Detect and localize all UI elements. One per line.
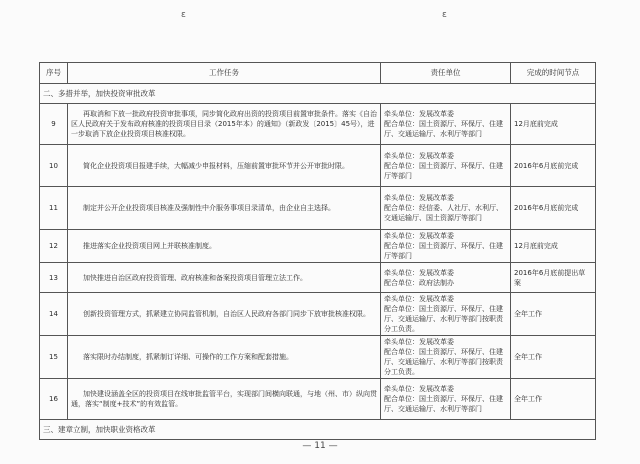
page-number: — 11 — <box>302 441 338 451</box>
row-task: 简化企业投资项目报建手续，大幅减少申报材料，压缩前置审批环节并公开审批时限。 <box>68 145 381 187</box>
row-number: 15 <box>40 336 68 379</box>
row-unit: 牵头单位：发展改革委 配合单位：国土资源厅、环保厅、住建厅等部门 <box>381 230 511 263</box>
table-row <box>40 336 596 379</box>
row-unit: 牵头单位：发展改革委 配合单位：国土资源厅、环保厅、住建厅等部门 <box>381 145 511 187</box>
scan-mark-right: ε <box>442 10 447 20</box>
row-task: 创新投资管理方式，抓紧建立协同监管机制，自治区人民政府各部门同步下放审批核准权限。 <box>68 293 381 336</box>
section-title: 三、建章立制，加快职业资格改革 <box>40 420 596 440</box>
row-number: 10 <box>40 145 68 187</box>
table-row <box>40 379 596 420</box>
table-row <box>40 230 596 263</box>
row-deadline: 全年工作 <box>511 379 596 420</box>
row-task: 加快推进自治区政府投资管理、政府核准和备案投资项目管理立法工作。 <box>68 263 381 293</box>
row-deadline: 2016年6月底前提出草案 <box>511 263 596 293</box>
row-deadline: 全年工作 <box>511 336 596 379</box>
row-unit: 牵头单位：发展改革委 配合单位：国土资源厅、环保厅、住建厅、交通运输厅、水利厅等部门 <box>381 379 511 420</box>
section-row <box>40 420 596 440</box>
scan-mark-left: ε <box>181 10 186 20</box>
header-deadline: 完成的时间节点 <box>511 63 596 84</box>
table-row <box>40 187 596 230</box>
table-row <box>40 145 596 187</box>
row-unit: 牵头单位：发展改革委 配合单位：经信委、人社厅、水利厅、交通运输厅、国土资源厅等部门 <box>381 187 511 230</box>
table-row <box>40 293 596 336</box>
row-number: 9 <box>40 104 68 145</box>
row-deadline: 2016年6月底前完成 <box>511 145 596 187</box>
section-row <box>40 84 596 104</box>
row-task: 加快建设涵盖全区的投资项目在线审批监管平台，实现部门间横向联通，与地（州、市）纵向贯通，落实“制度+技术”的有效监管。 <box>68 379 381 420</box>
row-unit: 牵头单位：发展改革委 配合单位：政府法制办 <box>381 263 511 293</box>
table-header <box>40 63 596 84</box>
row-number: 16 <box>40 379 68 420</box>
row-task: 推进落实企业投资项目网上并联核准制度。 <box>68 230 381 263</box>
section-title: 二、多措并举，加快投资审批改革 <box>40 84 596 104</box>
header-unit: 责任单位 <box>381 63 511 84</box>
row-number: 11 <box>40 187 68 230</box>
row-number: 14 <box>40 293 68 336</box>
row-number: 13 <box>40 263 68 293</box>
row-deadline: 12月底前完成 <box>511 104 596 145</box>
row-unit: 牵头单位：发展改革委 配合单位：国土资源厅、环保厅、住建厅、交通运输厅、水利厅等部门按职责分工负责。 <box>381 336 511 379</box>
row-task: 落实限时办结制度，抓紧制订详细、可操作的工作方案和配套措施。 <box>68 336 381 379</box>
row-task: 再取消和下放一批政府投资审批事项，同步简化政府出资的投资项目前置审批条件。落实《自治区人民政府关于发布政府核准的投资项目目录（2015年本）的通知》（新政发〔2015〕45号），进一步取消下放企业投资项目核准权限。 <box>68 104 381 145</box>
table-row <box>40 104 596 145</box>
row-deadline: 2016年6月底前完成 <box>511 187 596 230</box>
row-deadline: 12月底前完成 <box>511 230 596 263</box>
row-number: 12 <box>40 230 68 263</box>
row-deadline: 全年工作 <box>511 293 596 336</box>
header-task: 工作任务 <box>68 63 381 84</box>
row-unit: 牵头单位：发展改革委 配合单位：国土资源厅、环保厅、住建厅、交通运输厅、水利厅等部门按职责分工负责。 <box>381 293 511 336</box>
task-table <box>39 62 596 440</box>
row-unit: 牵头单位：发展改革委 配合单位：国土资源厅、环保厅、住建厅、交通运输厅、水利厅等部门 <box>381 104 511 145</box>
table-row <box>40 263 596 293</box>
row-task: 制定并公开企业投资项目核准及强制性中介服务事项目录清单，由企业自主选择。 <box>68 187 381 230</box>
header-seq: 序号 <box>40 63 68 84</box>
